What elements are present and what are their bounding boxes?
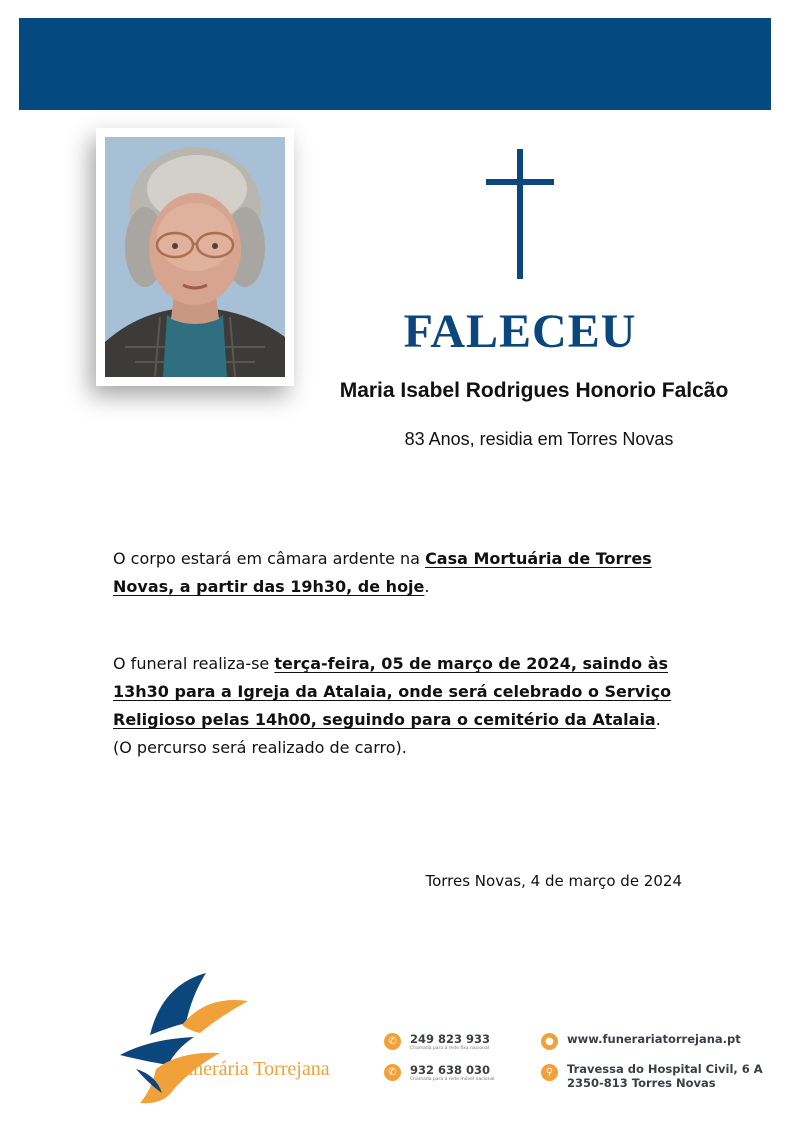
- age-residence: 83 Anos, residia em Torres Novas: [404, 429, 674, 449]
- phone-mobile: ✆ 932 638 030 Chamada para a rede móvel nacional: [384, 1062, 534, 1088]
- deceased-name: Maria Isabel Rodrigues Honorio Falcão: [339, 379, 729, 402]
- website: ● www.funerariatorrejana.pt: [541, 1031, 741, 1051]
- location-pin-icon: ⚲: [541, 1064, 558, 1081]
- portrait-frame: [96, 128, 294, 386]
- notice-heading: FALECEU: [403, 305, 637, 358]
- brand-name: Funerária Torrejana: [172, 1058, 330, 1080]
- header-banner: [19, 18, 771, 110]
- address: ⚲ Travessa do Hospital Civil, 6 A 2350-813 Torres Novas: [541, 1062, 751, 1096]
- date-line: Torres Novas, 4 de março de 2024: [425, 872, 682, 890]
- funeral-paragraph: O funeral realiza-se terça-feira, 05 de março de 2024, saindo às 13h30 para a Igreja da Atalaia, onde será celebrado o Serviço Religioso pelas 14h00, seguindo para o cemitério da Atalaia. (O percurso será realizado de carro).: [113, 654, 672, 757]
- phone-icon: ✆: [384, 1064, 401, 1081]
- cross-icon: [486, 149, 554, 279]
- funeral-details: terça-feira, 05 de março de 2024, saindo às 13h30 para a Igreja da Atalaia, onde será celebrado o Serviço Religioso pelas 14h00, seguindo para o cemitério da Atalaia: [113, 654, 672, 729]
- wake-paragraph: O corpo estará em câmara ardente na Casa Mortuária de Torres Novas, a partir das 19h30, de hoje.: [113, 549, 652, 596]
- wake-details: Casa Mortuária de Torres Novas, a partir das 19h30, de hoje: [113, 549, 652, 596]
- funeral-home-logo: [110, 965, 350, 1105]
- globe-icon: ●: [541, 1033, 558, 1050]
- route-note: (O percurso será realizado de carro).: [113, 738, 407, 757]
- phone-icon: ✆: [384, 1033, 401, 1050]
- portrait-photo: [105, 137, 285, 377]
- phone-landline: ✆ 249 823 933 Chamada para a rede fixa nacional: [384, 1031, 534, 1057]
